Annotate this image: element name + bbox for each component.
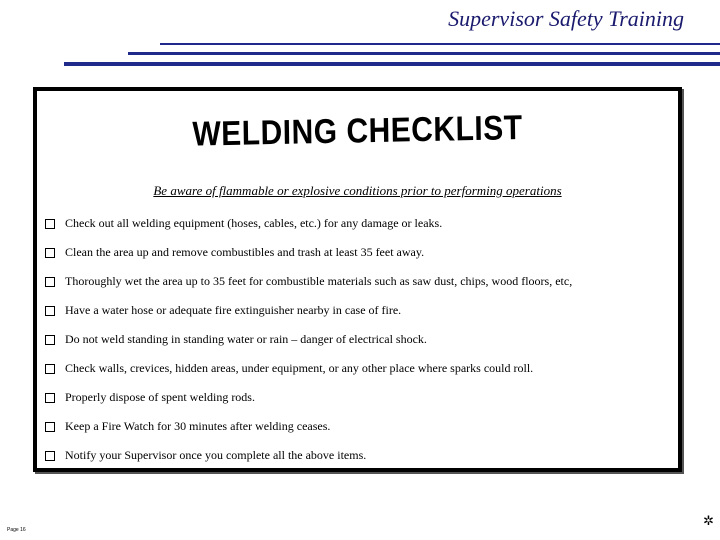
checklist-item-text: Have a water hose or adequate fire extinguisher nearby in case of fire.: [65, 303, 402, 317]
checklist-item-text: Properly dispose of spent welding rods.: [65, 390, 255, 404]
checklist-item: [43, 441, 672, 470]
checklist-frame: [33, 87, 682, 472]
checklist-item: [43, 412, 672, 441]
checklist-item: [43, 267, 672, 296]
checklist-item-text: Do not weld standing in standing water or rain – danger of electrical shock.: [65, 332, 427, 346]
checkbox-icon[interactable]: [45, 248, 55, 258]
checklist-subtitle: Be aware of flammable or explosive conditions prior to performing operations: [153, 183, 562, 198]
header-rule-3: [64, 62, 720, 66]
page-header-title: Supervisor Safety Training: [448, 6, 684, 31]
header-rule-2: [128, 52, 720, 55]
header-rule-1: [160, 43, 720, 45]
checklist-item: [43, 383, 672, 412]
checklist-item-text: Check walls, crevices, hidden areas, under equipment, or any other place where sparks could roll.: [65, 361, 534, 375]
checkbox-icon[interactable]: [45, 393, 55, 403]
checkbox-icon[interactable]: [45, 277, 55, 287]
checklist-item: [43, 238, 672, 267]
checklist-item-text: Clean the area up and remove combustibles and trash at least 35 feet away.: [65, 245, 425, 259]
checklist-item-text: Check out all welding equipment (hoses, cables, etc.) for any damage or leaks.: [65, 216, 443, 230]
checkbox-icon[interactable]: [45, 364, 55, 374]
checklist-item-text: Thoroughly wet the area up to 35 feet for combustible materials such as saw dust, chips, wood floors, etc,: [65, 274, 573, 288]
checklist-items: [43, 209, 672, 470]
checklist-title: WELDING CHECKLIST: [192, 109, 523, 154]
checklist-item-text: Keep a Fire Watch for 30 minutes after welding ceases.: [65, 419, 331, 433]
checkbox-icon[interactable]: [45, 335, 55, 345]
checklist-item: [43, 354, 672, 383]
nav-star-icon[interactable]: ✲: [703, 514, 714, 529]
checklist-item: [43, 296, 672, 325]
checkbox-icon[interactable]: [45, 219, 55, 229]
checklist-item: [43, 209, 672, 238]
page-number: Page 16: [7, 527, 26, 533]
checkbox-icon[interactable]: [45, 422, 55, 432]
checklist-item-text: Notify your Supervisor once you complete all the above items.: [65, 448, 367, 462]
checkbox-icon[interactable]: [45, 451, 55, 461]
checklist-item: [43, 325, 672, 354]
checkbox-icon[interactable]: [45, 306, 55, 316]
